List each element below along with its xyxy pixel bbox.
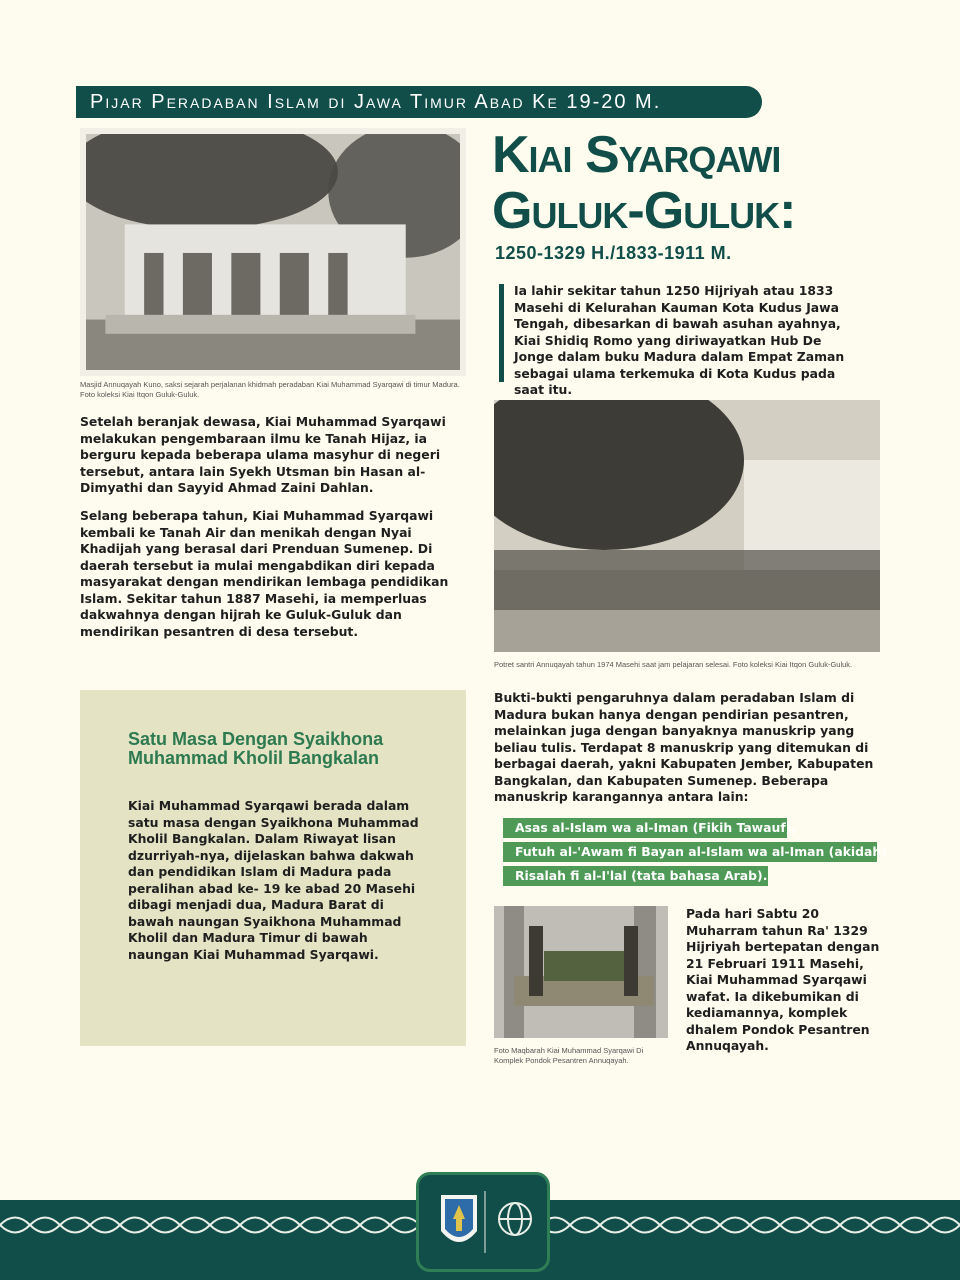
manuscript-item: Risalah fi al-I'lal (tata bahasa Arab). [503, 866, 768, 886]
header-banner-text: Pijar Peradaban Islam di Jawa Timur Abad Ke 19-20 M. [90, 91, 662, 113]
students-photo-caption: Potret santri Annuqayah tahun 1974 Masehi saat jam pelajaran selesai. Foto koleksi Kiai Itqon Guluk-Guluk. [494, 660, 853, 669]
mosque-photo-caption: Masjid Annuqayah Kuno, saksi sejarah perjalanan khidmah peradaban Kiai Muhammad Syarqawi di timur Madura. Foto koleksi Kiai Itqon Guluk-Guluk. [80, 380, 460, 399]
influence-paragraph: Bukti-bukti pengaruhnya dalam peradaban Islam di Madura bukan hanya dengan pendirian pesantren, melainkan juga dengan banyaknya manuskrip yang beliau tulis. Terdapat 8 manuskrip yang ditemukan di berbagai daerah, yakni Kabupaten Jember, Kabupaten Bangkalan, dan Kabupaten Sumenep. Beberapa manuskrip karangannya antara lain: [494, 690, 874, 804]
left-paragraph-1: Setelah beranjak dewasa, Kiai Muhammad Syarqawi melakukan pengembaraan ilmu ke Tanah Hijaz, ia berguru kepada beberapa ulama masyhur di negeri tersebut, antara lain Syekh Utsman bin Hasan al-Dimyathi dan Sayyid Ahmad Zaini Dahlan. [80, 414, 446, 495]
grave-photo-caption: Foto Maqbarah Kiai Muhammad Syarqawi Di Komplek Pondok Pesantren Annuqayah. [494, 1046, 644, 1065]
death-paragraph: Pada hari Sabtu 20 Muharram tahun Ra' 1329 Hijriyah bertepatan dengan 21 Februari 1911 Masehi, Kiai Muhammad Syarqawi wafat. Ia dikebumikan di kediamannya, komplek dhalem Pondok Pesantren Annuqayah. [686, 906, 880, 1053]
manuscript-item: Futuh al-'Awam fi Bayan al-Islam wa al-Iman (akidah) [503, 842, 877, 862]
page-title-line2: Guluk-Guluk: [492, 182, 796, 240]
mosque-photo [80, 128, 466, 376]
page-subtitle-dates: 1250-1329 H./1833-1911 M. [495, 243, 732, 263]
manuscript-item: Asas al-Islam wa al-Iman (Fikih Tawauf), [503, 818, 787, 838]
footer-emblem [416, 1172, 550, 1272]
sidebar-body: Kiai Muhammad Syarqawi berada dalam satu masa dengan Syaikhona Muhammad Kholil Bangkalan. Dalam Riwayat lisan dzurriyah-nya, dijelaskan bahwa dakwah dan pendidikan Islam di Madura pada peralihan abad ke- 19 ke abad 20 Masehi dibagi menjadi dua, Madura Barat di bawah naungan Syaikhona Muhammad Kholil dan Madura Timur di bawah naungan Kiai Muhammad Syarqawi. [128, 798, 419, 962]
globe-organization-icon [499, 1203, 531, 1235]
sidebar-heading: Satu Masa Dengan Syaikhona Muhammad Kholil Bangkalan [128, 729, 384, 768]
east-java-crest-icon [441, 1195, 477, 1242]
left-paragraph-2: Selang beberapa tahun, Kiai Muhammad Syarqawi kembali ke Tanah Air dan menikah dengan Nyai Khadijah yang berasal dari Prenduan Sumenep. Di daerah tersebut ia mulai mengabdikan diri kepada masyarakat dengan mendirikan lembaga pendidikan Islam. Sekitar tahun 1887 Masehi, ia memperluas dakwahnya dengan hijrah ke Guluk-Guluk dan mendirikan pesantren di desa tersebut. [80, 508, 449, 639]
students-photo [494, 400, 880, 652]
intro-paragraph: Ia lahir sekitar tahun 1250 Hijriyah atau 1833 Masehi di Kelurahan Kauman Kota Kudus Jawa Tengah, dibesarkan di bawah asuhan ayahnya, Kiai Shidiq Romo yang diriwayatkan Hub De Jonge dalam buku Madura dalam Empat Zaman sebagai ulama terkemuka di Kota Kudus pada saat itu. [514, 283, 845, 397]
intro-accent-bar [499, 284, 504, 382]
grave-photo [494, 906, 668, 1038]
page-title-line1: Kiai Syarqawi [492, 126, 781, 184]
